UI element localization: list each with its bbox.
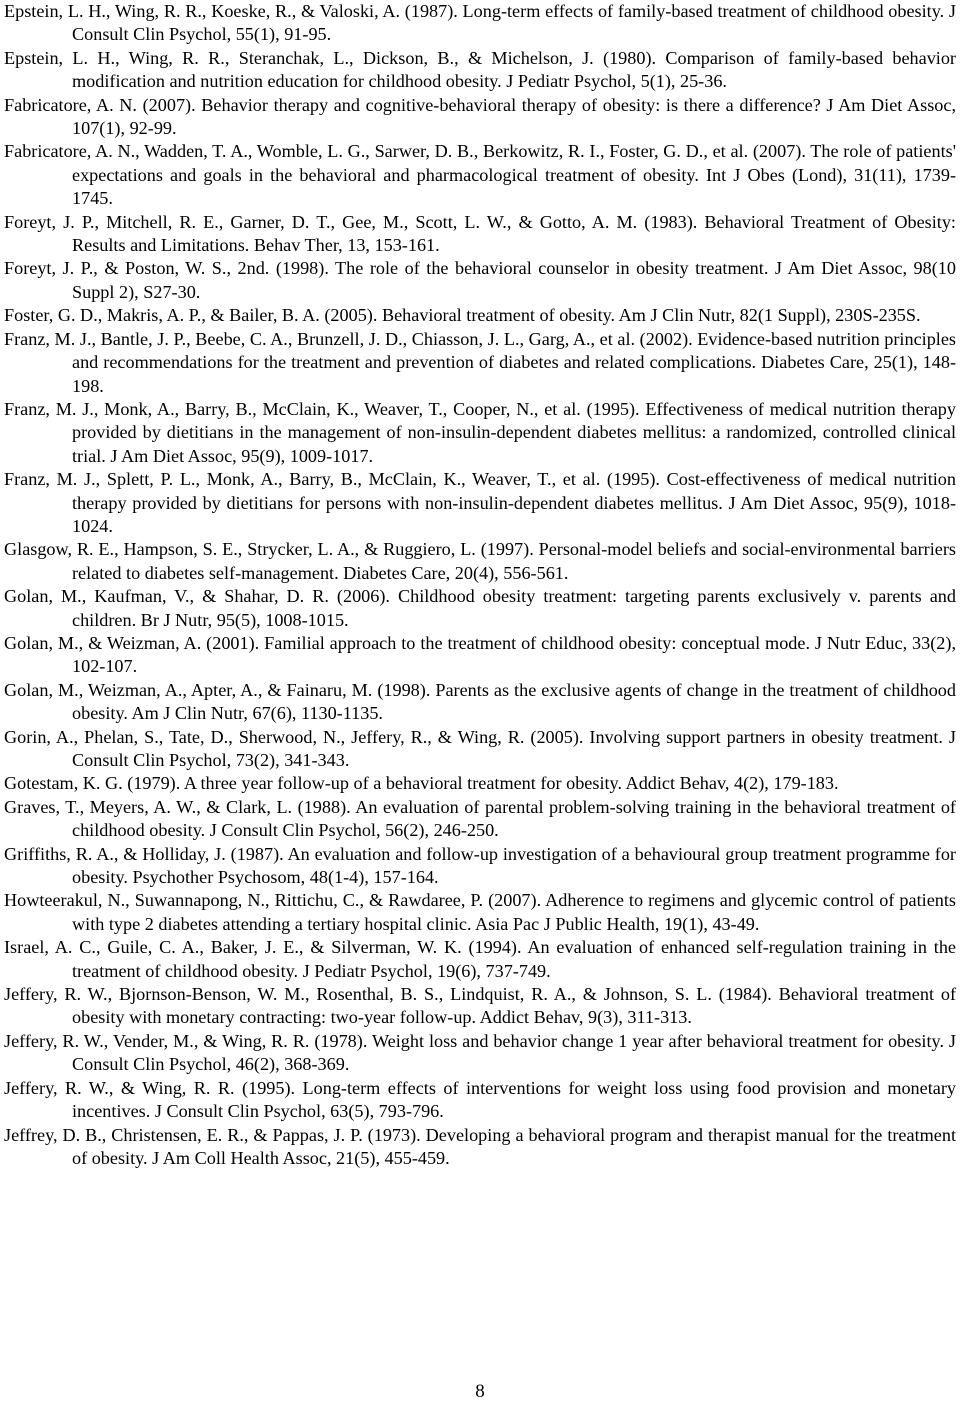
page-number: 8 xyxy=(475,1381,485,1402)
reference-entry: Golan, M., Kaufman, V., & Shahar, D. R. (2006). Childhood obesity treatment: targeting parents exclusively v. parents and children. Br J Nutr, 95(5), 1008-1015. xyxy=(4,586,956,630)
reference-entry: Golan, M., Weizman, A., Apter, A., & Fainaru, M. (1998). Parents as the exclusive agents of change in the treatment of childhood obesity. Am J Clin Nutr, 67(6), 1130-1135. xyxy=(4,679,956,724)
reference-entry: Griffiths, R. A., & Holliday, J. (1987). An evaluation and follow-up investigation of a behavioural group treatment programme for obesity. Psychother Psychosom, 48(1-4), 157-164. xyxy=(4,843,956,888)
reference-entry: Gotestam, K. G. (1979). A three year follow-up of a behavioral treatment for obesity. Addict Behav, 4(2), 179-183. xyxy=(4,773,839,794)
reference-entry: Jeffery, R. W., Bjornson-Benson, W. M., Rosenthal, B. S., Lindquist, R. A., & Johnson, S. L. (1984). Behavioral treatment of obesity with monetary contracting: two-year follow-up. Addict Behav, 9(3), 311-313. xyxy=(4,984,956,1028)
reference-entry: Foster, G. D., Makris, A. P., & Bailer, B. A. (2005). Behavioral treatment of obesity. Am J Clin Nutr, 82(1 Suppl), 230S-235S. xyxy=(4,305,921,326)
reference-entry: Foreyt, J. P., & Poston, W. S., 2nd. (1998). The role of the behavioral counselor in obesity treatment. J Am Diet Assoc, 98(10 Suppl 2), S27-30. xyxy=(4,258,956,302)
reference-entry: Graves, T., Meyers, A. W., & Clark, L. (1988). An evaluation of parental problem-solving training in the behavioral treatment of childhood obesity. J Consult Clin Psychol, 56(2), 246-250. xyxy=(4,796,956,841)
reference-entry: Franz, M. J., Bantle, J. P., Beebe, C. A., Brunzell, J. D., Chiasson, J. L., Garg, A., et al. (2002). Evidence-based nutrition principles and recommendations for the treatment and prevention of diabetes and related complications. Diabetes Care, 25(1), 148-198. xyxy=(4,328,956,396)
reference-list xyxy=(4,0,956,1170)
reference-entry: Gorin, A., Phelan, S., Tate, D., Sherwood, N., Jeffery, R., & Wing, R. (2005). Involving support partners in obesity treatment. J Consult Clin Psychol, 73(2), 341-343. xyxy=(4,726,956,770)
reference-entry: Franz, M. J., Splett, P. L., Monk, A., Barry, B., McClain, K., Weaver, T., et al. (1995). Cost-effectiveness of medical nutrition therapy provided by dietitians for persons with non-insulin-dependent diabetes mellitus. J Am Diet Assoc, 95(9), 1018-1024. xyxy=(4,469,956,536)
reference-entry: Epstein, L. H., Wing, R. R., Koeske, R., & Valoski, A. (1987). Long-term effects of family-based treatment of childhood obesity. J Consult Clin Psychol, 55(1), 91-95. xyxy=(4,1,956,45)
reference-entry: Golan, M., & Weizman, A. (2001). Familial approach to the treatment of childhood obesity: conceptual mode. J Nutr Educ, 33(2), 102-107. xyxy=(4,632,956,677)
reference-entry: Fabricatore, A. N., Wadden, T. A., Womble, L. G., Sarwer, D. B., Berkowitz, R. I., Foster, G. D., et al. (2007). The role of patients' expectations and goals in the behavioral and pharmacological treatment of obesity. Int J Obes (Lond), 31(11), 1739-1745. xyxy=(4,141,956,209)
reference-entry: Jeffery, R. W., & Wing, R. R. (1995). Long-term effects of interventions for weight loss using food provision and monetary incentives. J Consult Clin Psychol, 63(5), 793-796. xyxy=(4,1077,956,1122)
reference-entry: Jeffery, R. W., Vender, M., & Wing, R. R. (1978). Weight loss and behavior change 1 year after behavioral treatment for obesity. J Consult Clin Psychol, 46(2), 368-369. xyxy=(4,1030,956,1075)
reference-entry: Howteerakul, N., Suwannapong, N., Rittichu, C., & Rawdaree, P. (2007). Adherence to regimens and glycemic control of patients with type 2 diabetes attending a tertiary hospital clinic. Asia Pac J Public Health, 19(1), 43-49. xyxy=(4,890,956,934)
reference-entry: Glasgow, R. E., Hampson, S. E., Strycker, L. A., & Ruggiero, L. (1997). Personal-model beliefs and social-environmental barriers related to diabetes self-management. Diabetes Care, 20(4), 556-561. xyxy=(4,539,956,583)
reference-entry: Franz, M. J., Monk, A., Barry, B., McClain, K., Weaver, T., Cooper, N., et al. (1995). Effectiveness of medical nutrition therapy provided by dietitians in the management of non-insulin-dependent diabetes mellitus: a randomized, controlled clinical trial. J Am Diet Assoc, 95(9), 1009-1017. xyxy=(4,398,956,466)
reference-entry: Foreyt, J. P., Mitchell, R. E., Garner, D. T., Gee, M., Scott, L. W., & Gotto, A. M. (1983). Behavioral Treatment of Obesity: Results and Limitations. Behav Ther, 13, 153-161. xyxy=(4,211,956,256)
reference-entry: Fabricatore, A. N. (2007). Behavior therapy and cognitive-behavioral therapy of obesity: is there a difference? J Am Diet Assoc, 107(1), 92-99. xyxy=(4,94,956,139)
reference-entry: Epstein, L. H., Wing, R. R., Steranchak, L., Dickson, B., & Michelson, J. (1980). Comparison of family-based behavior modification and nutrition education for childhood obesity. J Pediatr Psychol, 5(1), 25-36. xyxy=(4,47,956,92)
reference-entry: Israel, A. C., Guile, C. A., Baker, J. E., & Silverman, W. K. (1994). An evaluation of enhanced self-regulation training in the treatment of childhood obesity. J Pediatr Psychol, 19(6), 737-749. xyxy=(4,937,956,981)
reference-entry: Jeffrey, D. B., Christensen, E. R., & Pappas, J. P. (1973). Developing a behavioral program and therapist manual for the treatment of obesity. J Am Coll Health Assoc, 21(5), 455-459. xyxy=(4,1124,956,1168)
